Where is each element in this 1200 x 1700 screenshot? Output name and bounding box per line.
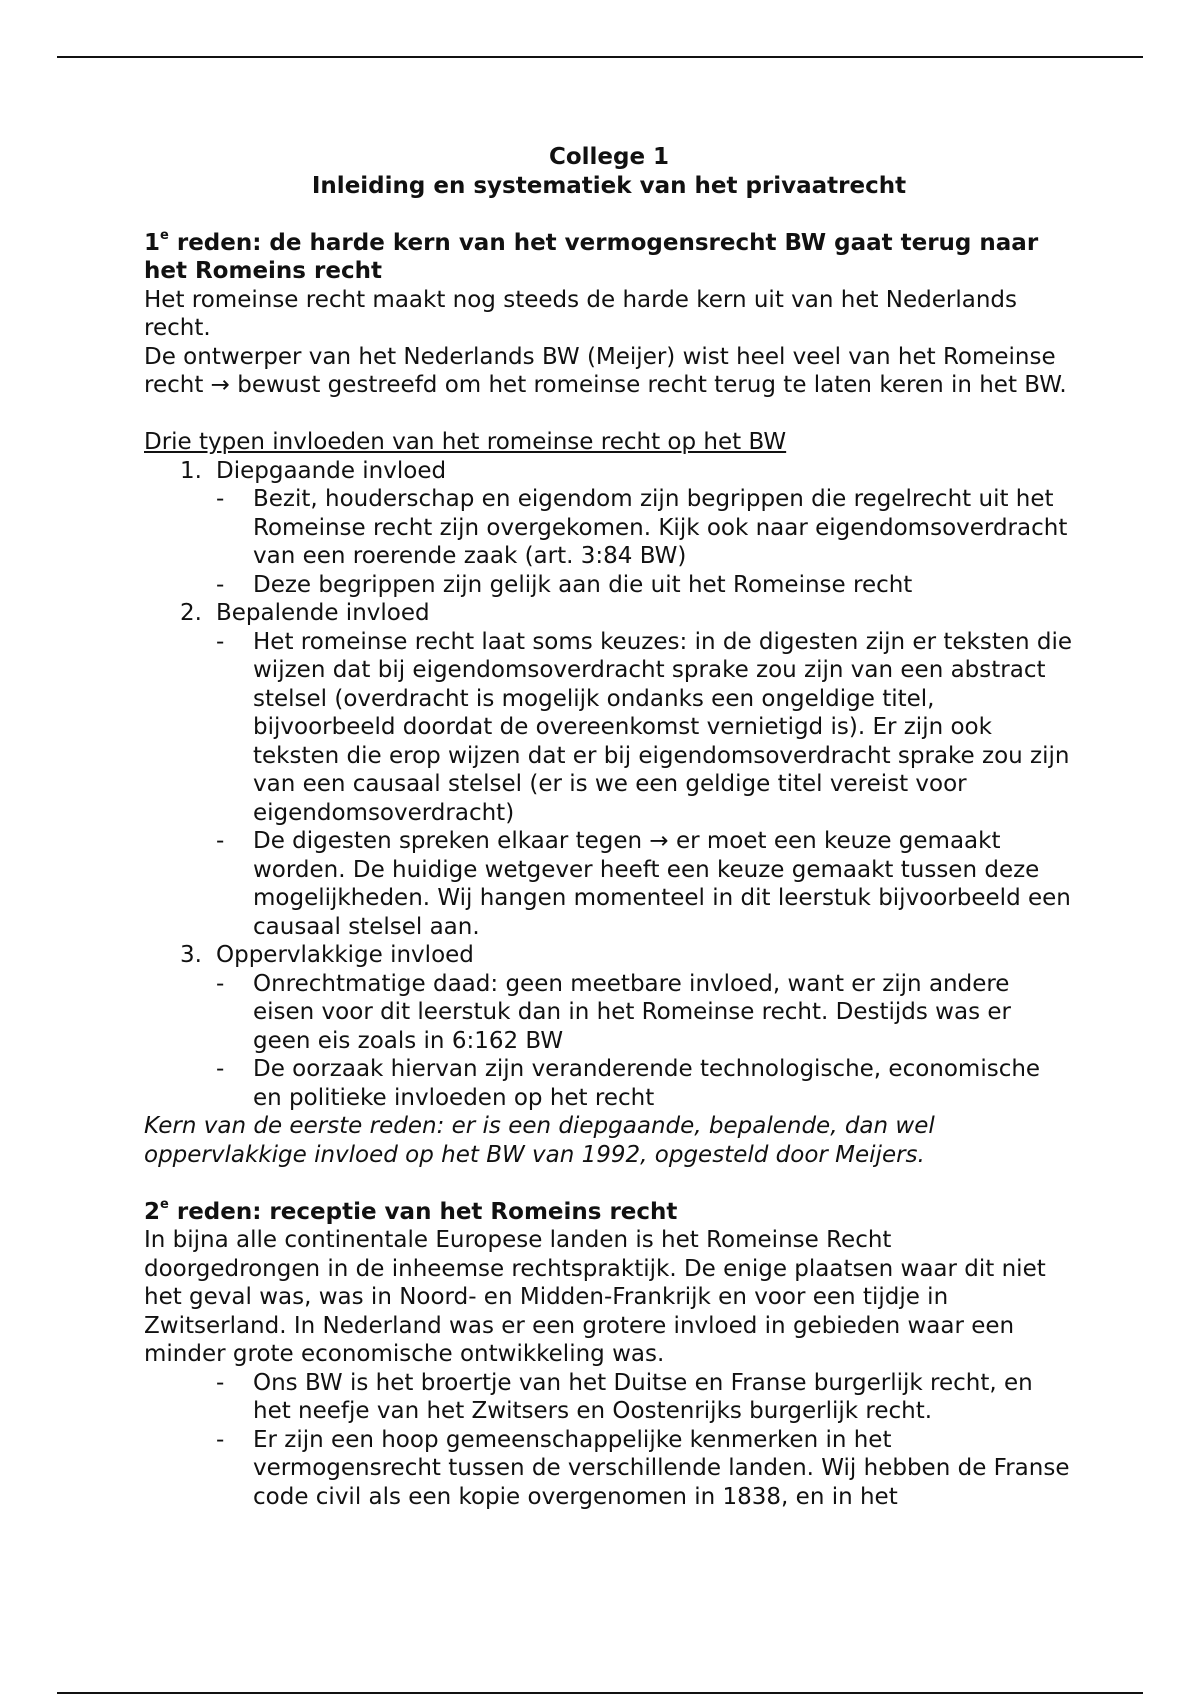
bullet-item: - Deze begrippen zijn gelijk aan die uit het Romeinse recht <box>216 571 913 598</box>
section-1-heading: 1e reden: de harde kern van het vermogensrecht BW gaat terug naar het Romeins recht <box>144 227 1039 284</box>
section-1-subheading: Drie typen invloeden van het romeinse recht op het BW <box>144 429 787 455</box>
document-page <box>144 143 1074 1511</box>
document-title <box>144 143 1074 200</box>
bullet-item: - Bezit, houderschap en eigendom zijn begrippen die regelrecht uit het Romeinse recht zijn overgekomen. Kijk ook naar eigendomsoverdracht van een roerende zaak (art. 3:84 BW) <box>216 486 1068 569</box>
bullet-item: - De digesten spreken elkaar tegen → er moet een keuze gemaakt worden. De huidige wetgever heeft een keuze gemaakt tussen deze mogelijkheden. Wij hangen momenteel in dit leerstuk bijvoorbeeld een causaal stelsel aan. <box>216 828 1071 940</box>
section-1-conclusion: Kern van de eerste reden: er is een diepgaande, bepalende, dan wel oppervlakkige invloed op het BW van 1992, opgesteld door Meijers. <box>144 1113 935 1168</box>
footer-rule <box>57 1692 1143 1694</box>
numbered-item-3: 3. Oppervlakkige invloed <box>180 942 474 968</box>
numbered-item-2: 2. Bepalende invloed <box>180 600 430 626</box>
bullet-item: - Er zijn een hoop gemeenschappelijke kenmerken in het vermogensrecht tussen de verschillende landen. Wij hebben de Franse code civil als een kopie overgenomen in 1838, en in het <box>216 1426 1070 1510</box>
bullet-item: - Onrechtmatige daad: geen meetbare invloed, want er zijn andere eisen voor dit leerstuk dan in het Romeinse recht. Destijds was er geen eis zoals in 6:162 BW <box>216 970 1011 1054</box>
title-line-1: College 1 <box>548 144 670 170</box>
section-1-paragraph-1: Het romeinse recht maakt nog steeds de harde kern uit van het Nederlands recht. <box>144 286 1018 341</box>
header-rule <box>57 56 1143 58</box>
bullet-item: - Ons BW is het broertje van het Duitse en Franse burgerlijk recht, en het neefje van het Zwitsers en Oostenrijks burgerlijk recht. <box>216 1369 1033 1424</box>
section-2-heading: 2e reden: receptie van het Romeins recht <box>144 1196 678 1225</box>
title-line-2: Inleiding en systematiek van het privaatrecht <box>311 172 907 199</box>
section-2-paragraph-1: In bijna alle continentale Europese landen is het Romeinse Recht doorgedrongen in de inheemse rechtspraktijk. De enige plaatsen waar dit niet het geval was, was in Noord- en Midden-Frankrijk en voor een tijdje in Zwitserland. In Nederland was er een grotere invloed in gebieden waar een minder grote economische ontwikkeling was. <box>144 1227 1046 1367</box>
numbered-item-1: 1. Diepgaande invloed <box>180 457 447 484</box>
section-1-paragraph-2: De ontwerper van het Nederlands BW (Meijer) wist heel veel van het Romeinse recht → bewust gestreefd om het romeinse recht terug te laten keren in het BW. <box>144 343 1067 398</box>
bullet-item: - De oorzaak hiervan zijn veranderende technologische, economische en politieke invloeden op het recht <box>216 1056 1041 1111</box>
bullet-item: - Het romeinse recht laat soms keuzes: in de digesten zijn er teksten die wijzen dat bij eigendomsoverdracht sprake zou zijn van een abstract stelsel (overdracht is mogelijk ondanks een ongeldige titel, bijvoorbeeld doordat de overeenkomst vernietigd is). Er zijn ook teksten die erop wijzen dat er bij eigendomsoverdracht sprake zou zijn van een causaal stelsel (er is we een geldige titel vereist voor eigendomsoverdracht) <box>216 628 1073 826</box>
